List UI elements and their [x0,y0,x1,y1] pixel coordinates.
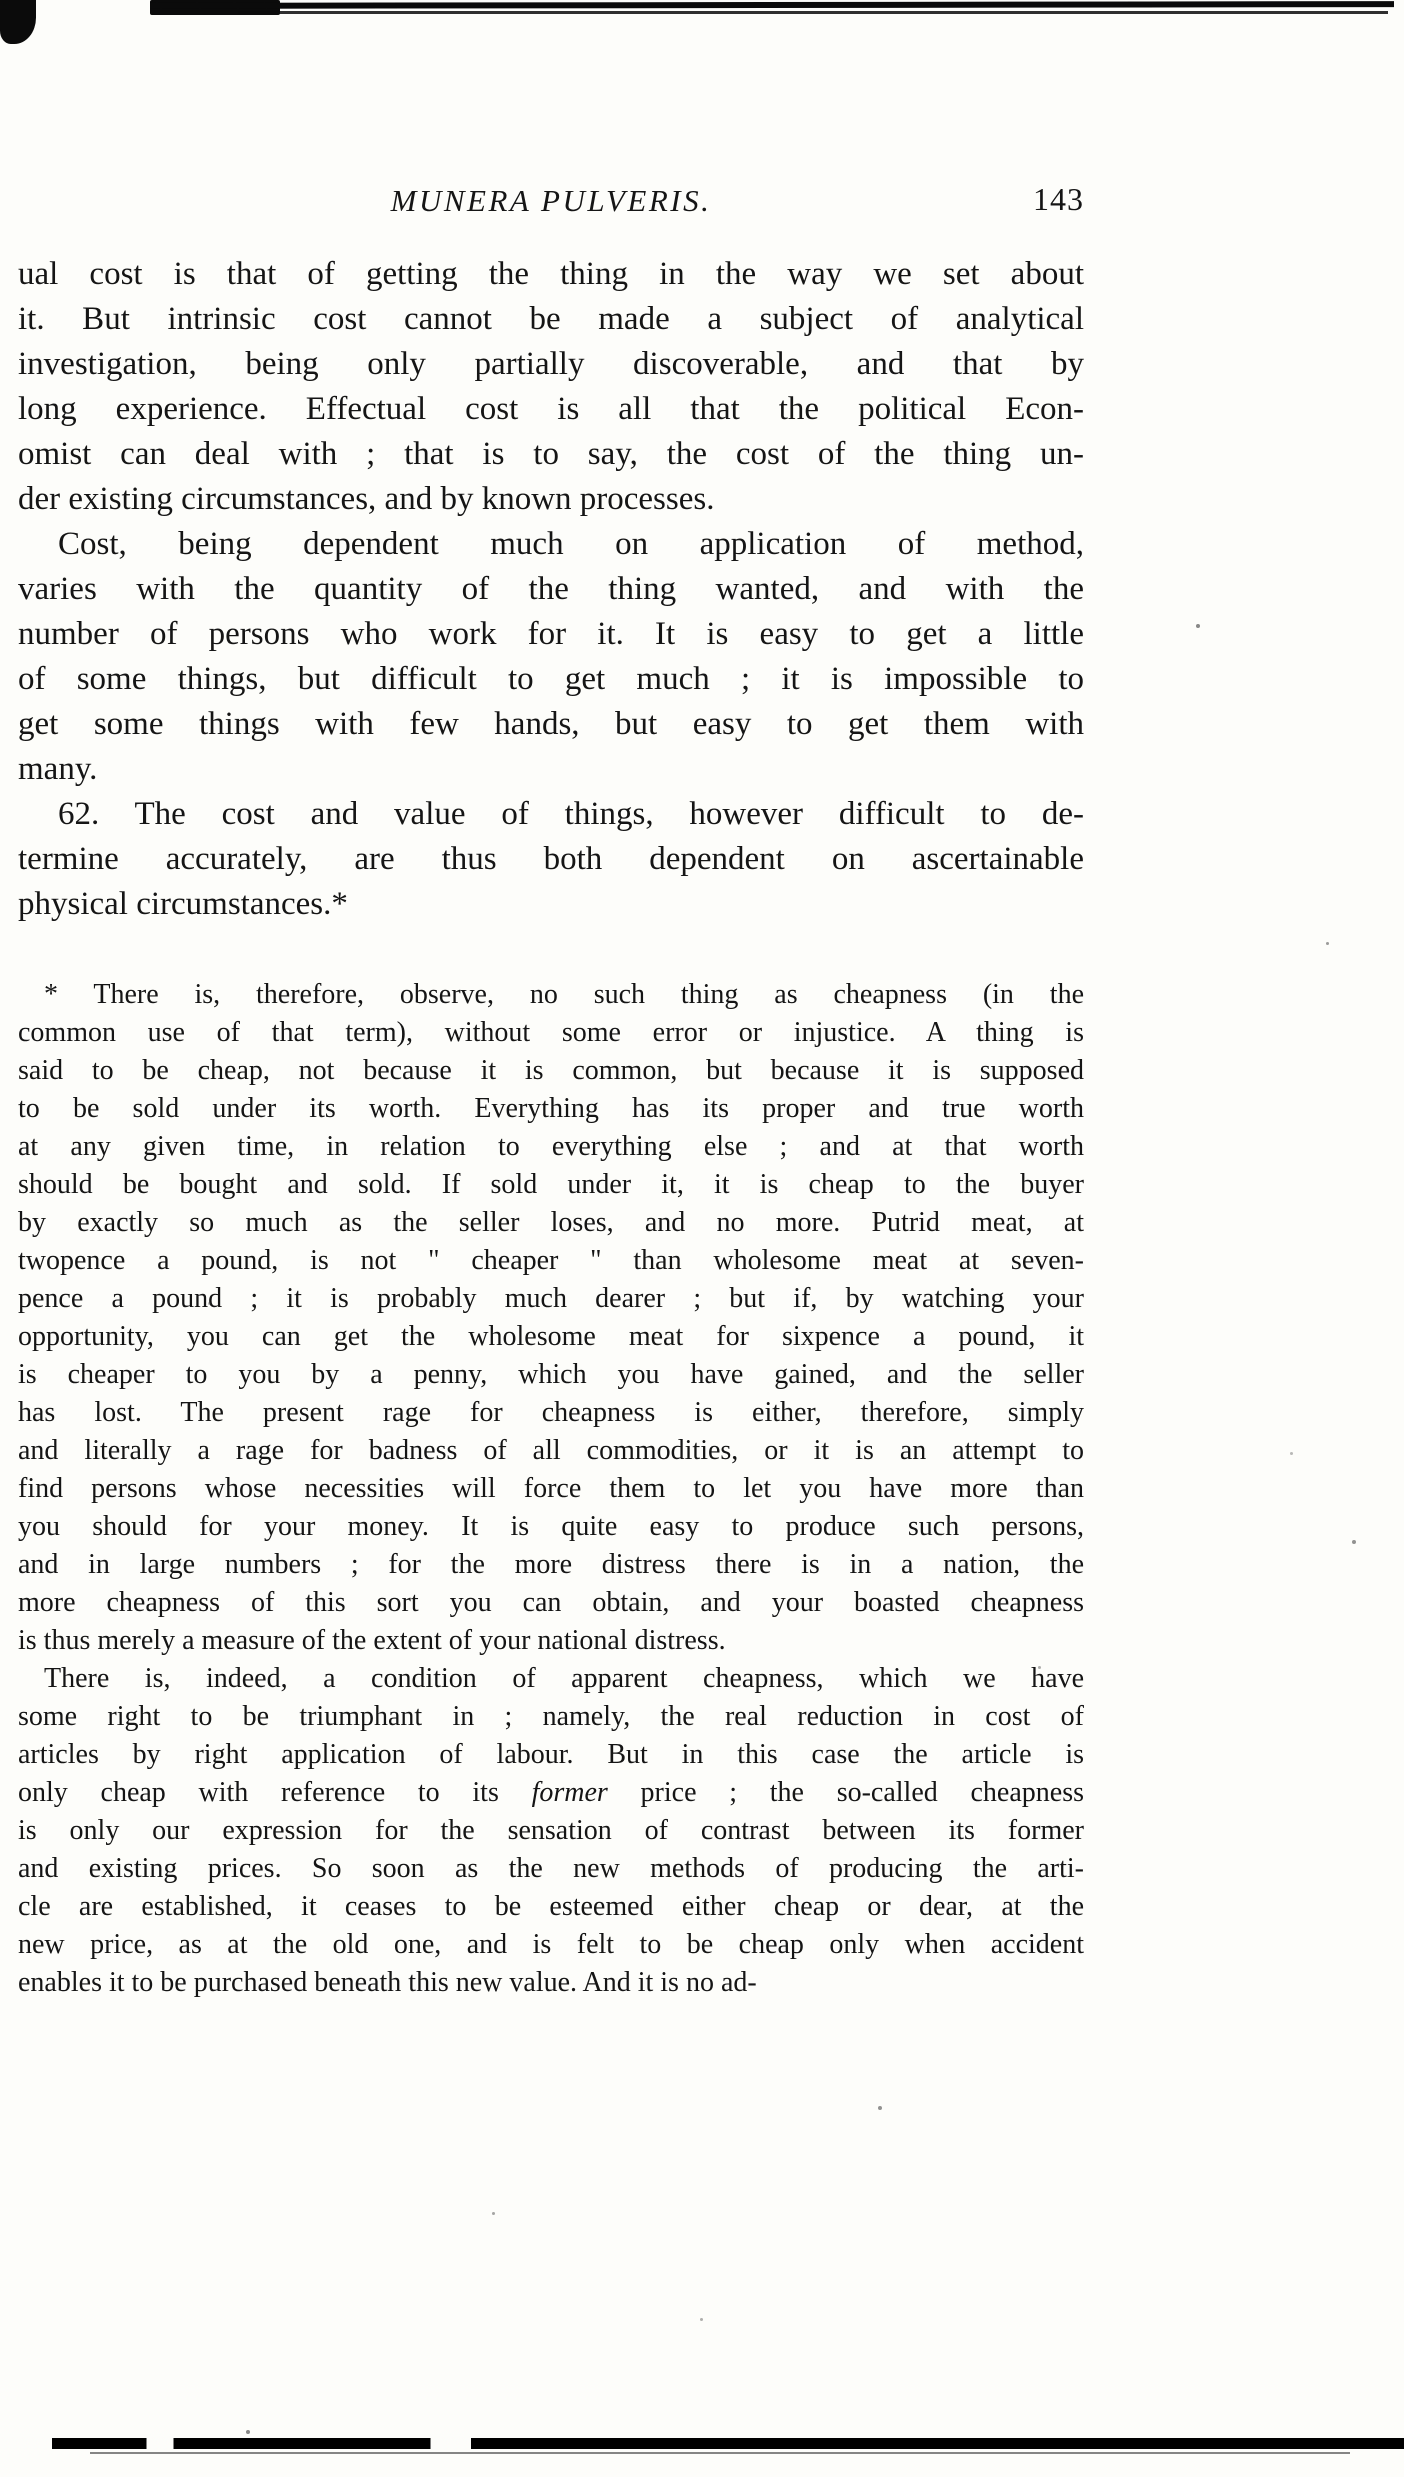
text-line: is only our expression for the sensation of contrast between its former [18,1815,1084,1846]
text-line: opportunity, you can get the wholesome meat for sixpence a pound, it [18,1321,1084,1352]
text-line: twopence a pound, is not " cheaper " than wholesome meat at seven- [18,1245,1084,1276]
text-line: to be sold under its worth. Everything has its proper and true worth [18,1093,1084,1124]
footnote-text [18,976,1084,2002]
text-line: 62. The cost and value of things, however difficult to de- [58,796,1084,832]
paragraph [18,792,1084,927]
body-text [18,252,1084,927]
scan-speck [700,2318,703,2321]
text-line: and in large numbers ; for the more distress there is in a nation, the [18,1549,1084,1580]
text-line: Cost, being dependent much on application of method, [58,526,1084,562]
scan-speck [492,2212,495,2215]
text-line: ual cost is that of getting the thing in the way we set about [18,256,1084,292]
text-line: has lost. The present rage for cheapness is either, therefore, simply [18,1397,1084,1428]
scan-speck [1290,1452,1293,1455]
text-line: investigation, being only partially discoverable, and that by [18,346,1084,382]
text-line: der existing circumstances, and by known processes. [18,481,715,517]
paragraph [18,1660,1084,2002]
text-line: omist can deal with ; that is to say, the cost of the thing un- [18,436,1084,472]
text-line: long experience. Effectual cost is all that the political Econ- [18,391,1084,427]
paragraph [18,522,1084,792]
scan-speck [1352,1540,1356,1544]
text-line: termine accurately, are thus both dependent on ascertainable [18,841,1084,877]
scan-speck [1326,942,1329,945]
text-line: common use of that term), without some error or injustice. A thing is [18,1017,1084,1048]
text-line: said to be cheap, not because it is common, but because it is supposed [18,1055,1084,1086]
text-line: it. But intrinsic cost cannot be made a subject of analytical [18,301,1084,337]
text-line: get some things with few hands, but easy to get them with [18,706,1084,742]
text-line: you should for your money. It is quite easy to produce such persons, [18,1511,1084,1542]
text-line: is cheaper to you by a penny, which you have gained, and the seller [18,1359,1084,1390]
text-line: and existing prices. So soon as the new methods of producing the arti- [18,1853,1084,1884]
scan-artifact-top-rule-2 [238,11,1388,14]
text-line: many. [18,751,98,787]
text-line: pence a pound ; it is probably much dearer ; but if, by watching your [18,1283,1084,1314]
text-line: by exactly so much as the seller loses, and no more. Putrid meat, at [18,1207,1084,1238]
text-line: There is, indeed, a condition of apparent cheapness, which we have [44,1663,1084,1694]
scan-artifact-corner-mark [0,0,36,44]
page-number: 143 [1033,181,1084,217]
scan-artifact-bottom-rule [52,2438,1404,2449]
text-line: some right to be triumphant in ; namely, the real reduction in cost of [18,1701,1084,1732]
text-line: varies with the quantity of the thing wanted, and with the [18,571,1084,607]
text-line: only cheap with reference to its former price ; the so-called cheapness [18,1777,1084,1808]
scan-speck [246,2430,250,2434]
text-line: should be bought and sold. If sold under it, it is cheap to the buyer [18,1169,1084,1200]
scan-speck [1196,624,1200,628]
scan-speck [1038,1666,1041,1669]
running-head-title: MUNERA PULVERIS. [390,183,712,218]
scan-speck [878,2106,882,2110]
text-line: more cheapness of this sort you can obtain, and your boasted cheapness [18,1587,1084,1618]
paragraph [18,252,1084,522]
text-line: new price, as at the old one, and is felt to be cheap only when accident [18,1929,1084,1960]
page-header [18,183,1084,231]
text-line: is thus merely a measure of the extent of your national distress. [18,1625,726,1656]
text-line: physical circumstances.* [18,886,348,922]
text-line: and literally a rage for badness of all commodities, or it is an attempt to [18,1435,1084,1466]
text-line: number of persons who work for it. It is easy to get a little [18,616,1084,652]
text-line: of some things, but difficult to get much ; it is impossible to [18,661,1084,697]
scan-speck [208,1302,211,1305]
text-line: articles by right application of labour. But in this case the article is [18,1739,1084,1770]
scan-artifact-bottom-rule-2 [90,2452,1350,2454]
text-line: at any given time, in relation to everything else ; and at that worth [18,1131,1084,1162]
text-line: * There is, therefore, observe, no such thing as cheapness (in the [44,979,1084,1010]
text-line: find persons whose necessities will force them to let you have more than [18,1473,1084,1504]
paragraph [18,976,1084,1660]
scan-artifact-top-rule [150,1,1394,9]
text-line: cle are established, it ceases to be esteemed either cheap or dear, at the [18,1891,1084,1922]
text-line: enables it to be purchased beneath this new value. And it is no ad- [18,1967,757,1998]
